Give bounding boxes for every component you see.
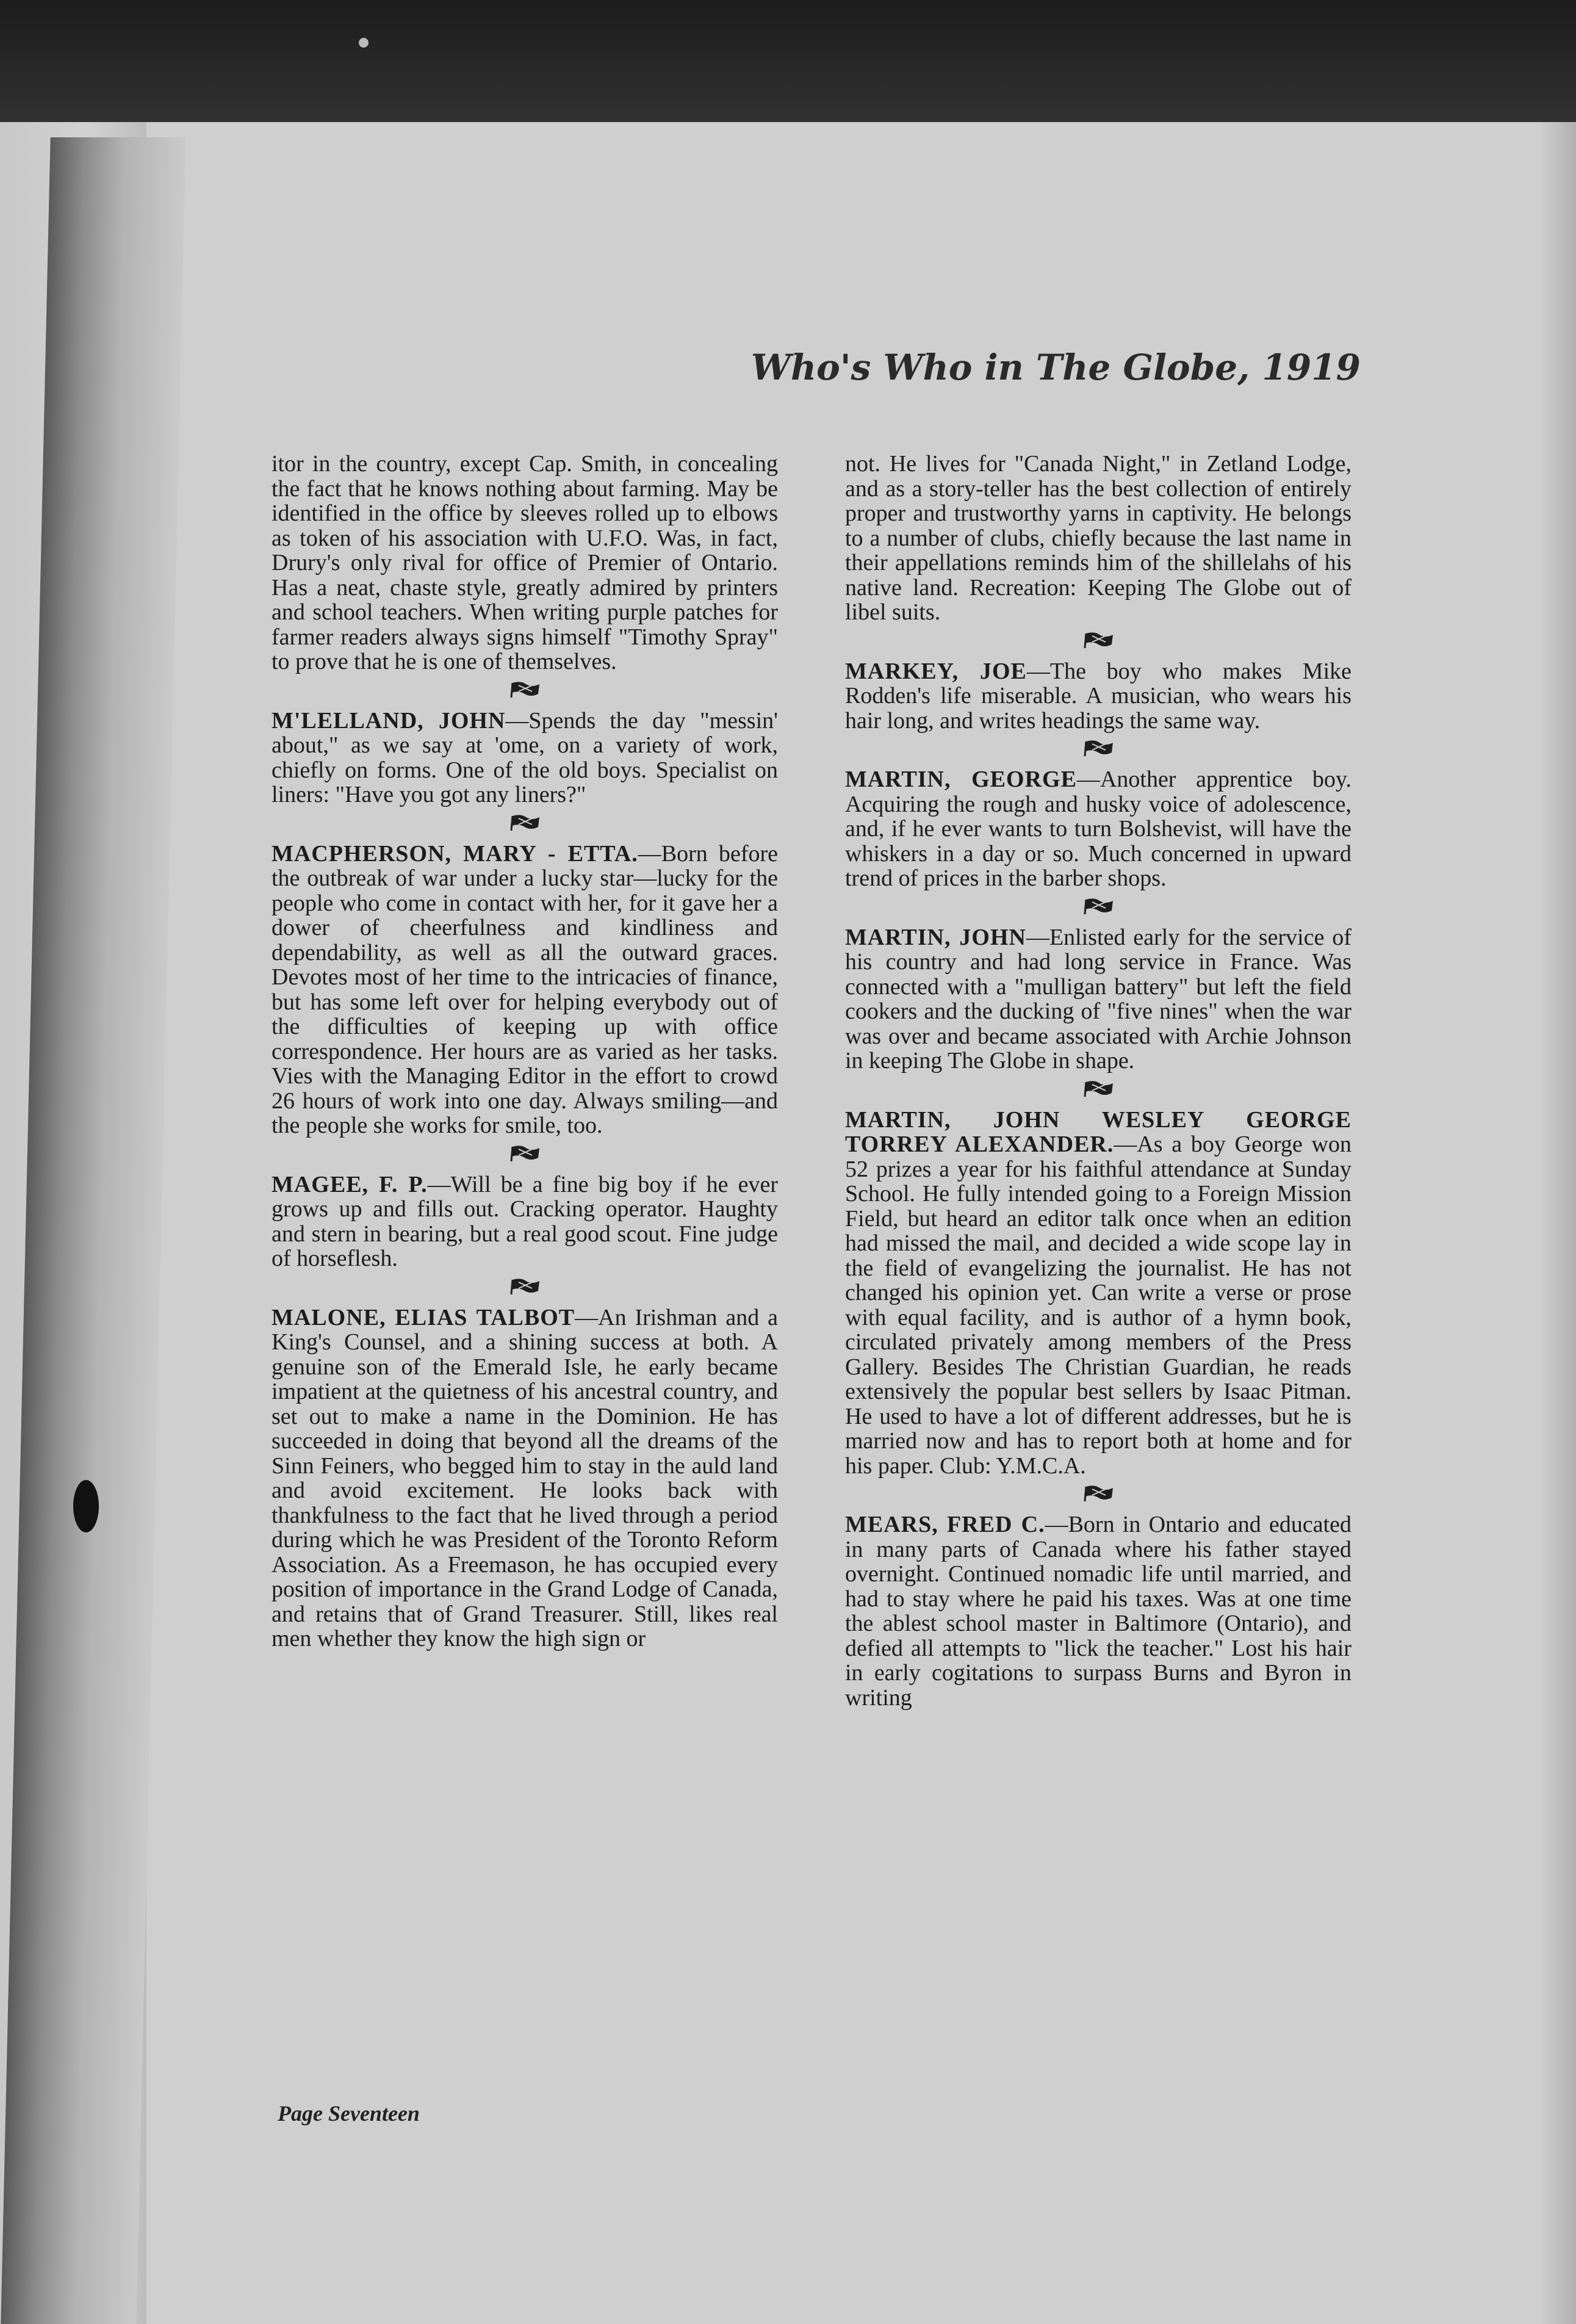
entry-text: itor in the country, except Cap. Smith, in concealing the fact that he knows nothing about farming. May be identified in the office by sleeves rolled up to elbows as token of his association with U.F.O. Was, in fact, Drury's only rival for office of Premier of Ontario. Has a neat, chaste style, greatly admired by printers and school teachers. When writing purple patches for farmer readers always signs himself "Timothy Spray" to prove that he is one of themselves. [272, 452, 778, 674]
entry-text: not. He lives for "Canada Night," in Zetland Lodge, and as a story-teller has the best collection of entirely proper and trustworthy yarns in captivity. He belongs to a number of clubs, chiefly because the last name in their appellations reminds him of the shillelahs of his native land. Recreation: Keeping The Globe out of libel suits. [845, 452, 1351, 625]
entry-name: MARKEY, JOE [845, 658, 1027, 684]
column-left [272, 452, 778, 2099]
flag-icon [508, 1144, 542, 1164]
entry-continuation [845, 452, 1351, 625]
flag-icon [1081, 739, 1115, 759]
page-folio: Page Seventeen [278, 2101, 420, 2126]
flag-icon [508, 814, 542, 833]
entry-mlelland [272, 709, 778, 807]
entry-name: MAGEE, F. P. [272, 1171, 428, 1197]
entry-martin-george [845, 767, 1351, 891]
binding-hole [73, 1480, 99, 1532]
entry-martin-john [845, 925, 1351, 1074]
entry-text: —Born in Ontario and educated in many parts of Canada where his father stayed overnight. Continued nomadic life until married, and had to stay where he paid his taxes. Was at one time the ablest school master in Baltimore (Ontario), and defied all attempts to "lick the teacher." Lost his hair in early cogitations to surpass Burns and Byron in writing [845, 1512, 1351, 1711]
entry-name: MARTIN, JOHN [845, 924, 1026, 950]
flag-icon [1081, 631, 1115, 651]
entry-text: —An Irishman and a King's Counsel, and a shining success at both. A genuine son of the Emerald Isle, he early became impatient at the quietness of his ancestral country, and set out to make a name in the Dominion. He has succeeded in doing that beyond all the dreams of the Sinn Feiners, who begged him to stay in the auld land and avoid excitement. He looks back with thankfulness to the fact that he lived through a period during which he was President of the Toronto Reform Association. As a Freemason, he has occupied every position of importance in the Grand Lodge of Canada, and retains that of Grand Treasurer. Still, likes real men whether they know the high sign or [272, 1304, 778, 1651]
entry-text: —The boy who makes Mike Rodden's life miserable. A musician, who wears his hair long, and writes headings the same way. [845, 658, 1351, 734]
entry-name: MARTIN, JOHN WESLEY GEORGE TORREY ALEXANDER. [845, 1106, 1351, 1157]
entry-mears [845, 1512, 1351, 1710]
entry-name: MALONE, ELIAS TALBOT [272, 1304, 575, 1330]
entry-malone [272, 1305, 778, 1651]
entry-text: —Another apprentice boy. Acquiring the rough and husky voice of adolescence, and, if he ever wants to turn Bolshevist, will have the whiskers in a day or so. Much concerned in upward trend of prices in the barber shops. [845, 767, 1351, 891]
entry-name: M'LELLAND, JOHN [272, 707, 506, 734]
entry-text: —Enlisted early for the service of his country and had long service in France. Was connected with a "mulligan battery" but left the field cookers and the ducking of "five nines" when the war was over and became associated with Archie Johnson in keeping The Globe in shape. [845, 924, 1351, 1074]
scanner-background [0, 0, 1576, 131]
entry-continuation [272, 452, 778, 674]
entry-name: MACPHERSON, MARY - ETTA. [272, 840, 638, 867]
entry-macpherson [272, 842, 778, 1138]
running-head: Who's Who in The Globe, 1919 [750, 347, 1361, 388]
column-right [845, 452, 1351, 2099]
entry-markey [845, 659, 1351, 734]
flag-icon [1081, 1080, 1115, 1099]
entry-text: —Born before the outbreak of war under a lucky star—lucky for the people who come in contact with her, for it gave her a dower of cheerfulness and kindliness and dependability, as well as all the outward graces. Devotes most of her time to the intricacies of finance, but has some left over for helping everybody out of the difficulties of keeping up with office correspondence. Her hours are as varied as her tasks. Vies with the Managing Editor in the effort to crowd 26 hours of work into one day. Always smiling—and the people she works for smile, too. [272, 840, 778, 1138]
flag-icon [508, 1277, 542, 1297]
entry-name: MARTIN, GEORGE [845, 767, 1077, 792]
flag-icon [1081, 897, 1115, 917]
entry-text: —Will be a fine big boy if he ever grows up and fills out. Cracking operator. Haughty and stern in bearing, but a real good scout. Fine judge of horseflesh. [272, 1171, 778, 1271]
dust-speck [359, 38, 369, 48]
entry-text: —Spends the day "messin' about," as we say at 'ome, on a variety of work, chiefly on forms. One of the old boys. Specialist on liners: "Have you got any liners?" [272, 707, 778, 807]
entry-magee [272, 1172, 778, 1271]
flag-icon [508, 680, 542, 700]
entry-martin-john-wesley [845, 1108, 1351, 1479]
flag-icon [1081, 1484, 1115, 1504]
entry-name: MEARS, FRED C. [845, 1512, 1045, 1537]
entry-text: —As a boy George won 52 prizes a year for his faithful attendance at Sunday School. He fully intended going to a Foreign Mission Field, but heard an editor talk once when an edition had missed the mail, and decided a wide scope lay in the field of evangelizing the journalist. He has not changed his opinion yet. Can write a verse or prose with equal facility, and is author of a hymn book, circulated privately among members of the Press Gallery. Besides The Christian Guardian, he reads extensively the popular best sellers by Isaac Pitman. He used to have a lot of different addresses, but he is married now and has to report both at home and for his paper. Club: Y.M.C.A. [845, 1131, 1351, 1479]
page-edge-shadow [1539, 122, 1576, 2324]
